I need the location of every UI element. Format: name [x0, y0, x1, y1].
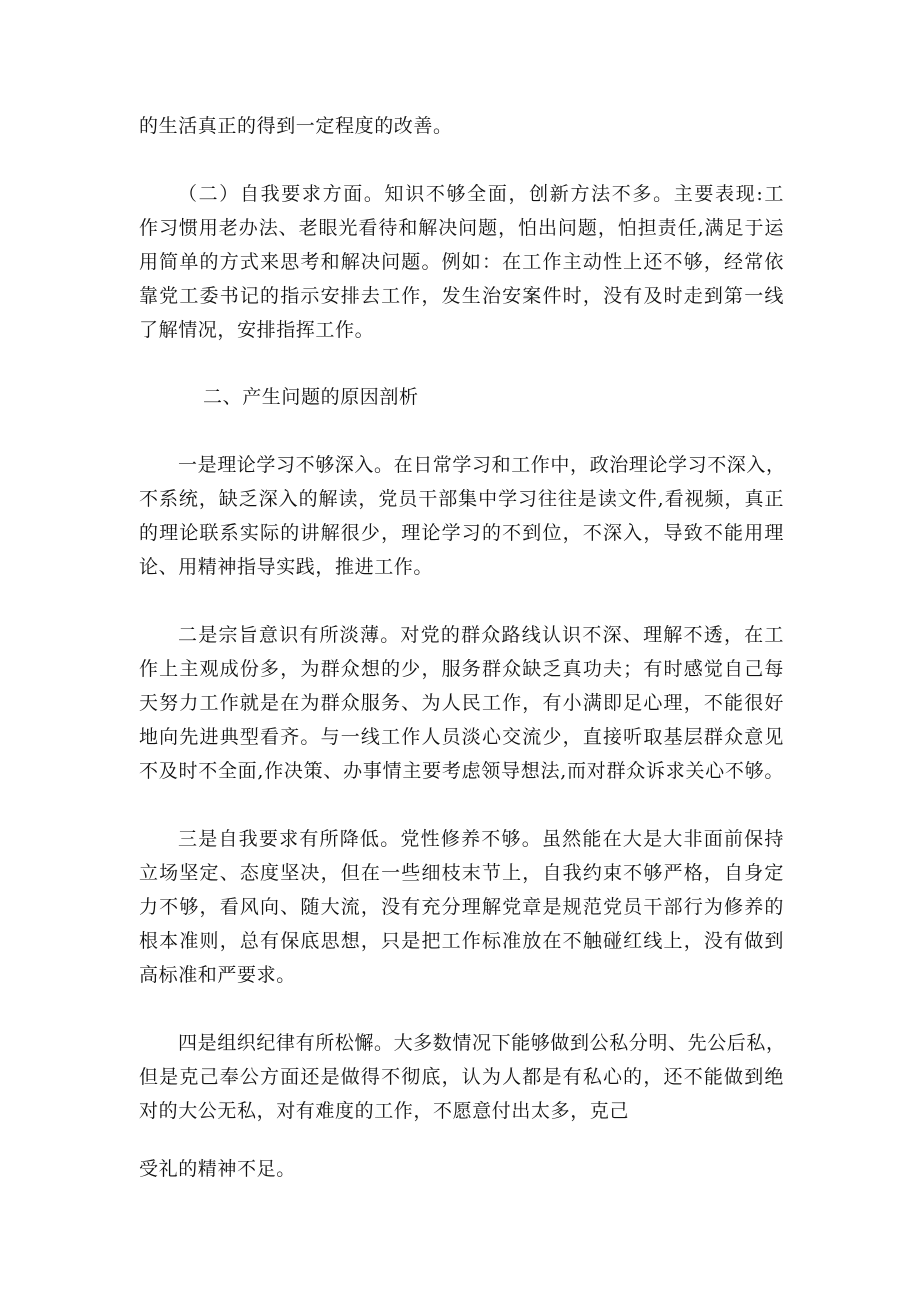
paragraph-line: （二）自我要求方面。知识不够全面，创新方法不多。主要表现:工: [178, 183, 784, 205]
paragraph-line: 了解情况，安排指挥工作。: [139, 319, 375, 341]
paragraph-line: 地向先进典型看齐。与一线工作人员淡心交流少，直接听取基层群众意见: [139, 726, 784, 748]
paragraph-line: 但是克己奉公方面还是做得不彻底，认为人都是有私心的，还不能做到绝: [139, 1066, 784, 1088]
paragraph-line: 作习惯用老办法、老眼光看待和解决问题，怕出问题，怕担责任,满足于运: [139, 217, 784, 239]
paragraph-line: 用简单的方式来思考和解决问题。例如：在工作主动性上还不够，经常依: [139, 251, 784, 273]
paragraph-line: 的理论联系实际的讲解很少，理论学习的不到位，不深入，导致不能用理: [139, 522, 784, 544]
paragraph-line: 力不够，看风向、随大流，没有充分理解党章是规范党员干部行为修养的: [139, 896, 784, 918]
paragraph-line: 立场坚定、态度坚决，但在一些细枝末节上，自我约束不够严格，自身定: [139, 862, 784, 884]
paragraph-line: 高标准和严要求。: [139, 964, 296, 986]
paragraph-line: 靠党工委书记的指示安排去工作，发生治安案件时，没有及时走到第一线: [139, 285, 784, 307]
paragraph-line: 作上主观成份多，为群众想的少，服务群众缺乏真功夫；有时感觉自己每: [139, 658, 784, 680]
paragraph-line: 二是宗旨意识有所淡薄。对党的群众路线认识不深、理解不透，在工: [178, 624, 784, 646]
paragraph-line: 三是自我要求有所降低。党性修养不够。虽然能在大是大非面前保持: [178, 828, 784, 850]
paragraph-line: 对的大公无私，对有难度的工作，不愿意付出太多，克己: [139, 1100, 630, 1122]
paragraph-line: 根本准则，总有保底思想，只是把工作标准放在不触碰红线上，没有做到: [139, 930, 784, 952]
paragraph-line: 论、用精神指导实践，推进工作。: [139, 556, 434, 578]
paragraph-line: 不及时不全面,作决策、办事情主要考虑领导想法,而对群众诉求关心不够。: [139, 760, 784, 782]
paragraph-line: 受礼的精神不足。: [139, 1158, 296, 1180]
paragraph-line: 四是组织纪律有所松懈。大多数情况下能够做到公私分明、先公后私，: [178, 1032, 786, 1054]
paragraph-line: 一是理论学习不够深入。在日常学习和工作中，政治理论学习不深入，: [178, 454, 786, 476]
paragraph-line: 不系统，缺乏深入的解读，党员干部集中学习往往是读文件,看视频，真正: [139, 488, 784, 510]
paragraph-line: 天努力工作就是在为群众服务、为人民工作，有小满即足心理，不能很好: [139, 692, 784, 714]
section-heading: 二、产生问题的原因剖析: [203, 386, 419, 408]
paragraph-line: 的生活真正的得到一定程度的改善。: [139, 115, 453, 137]
